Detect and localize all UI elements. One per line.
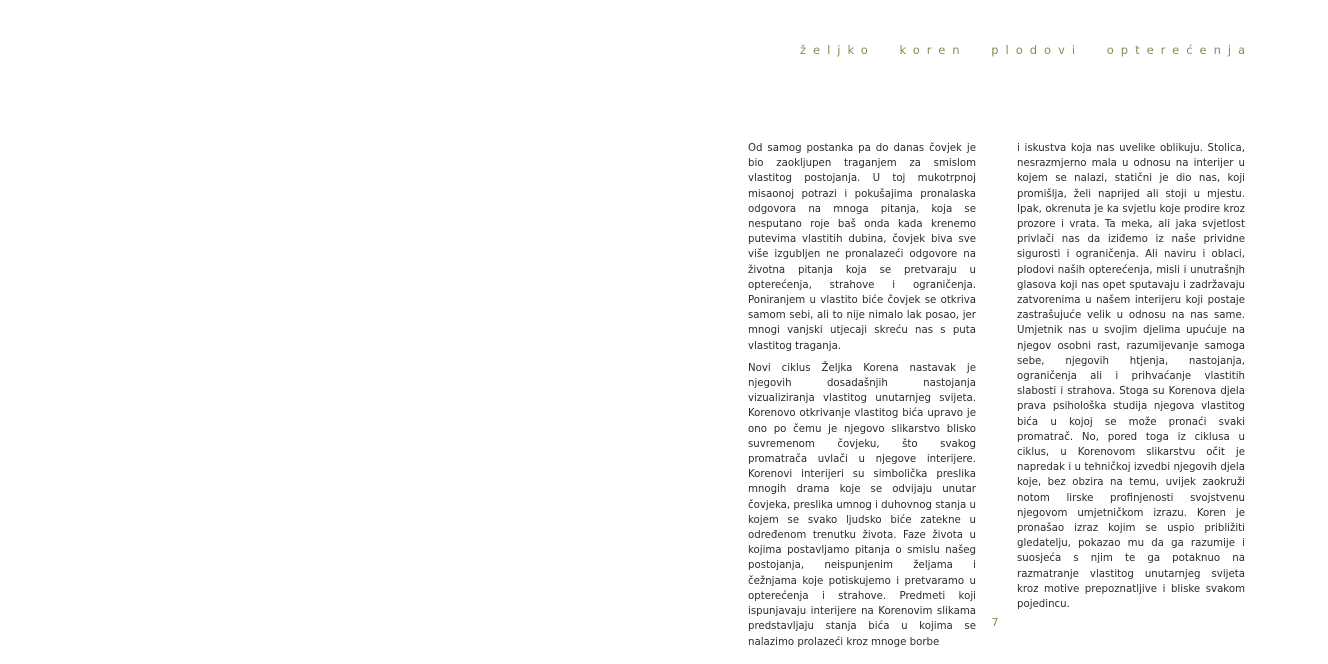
body-paragraph: i iskustva koja nas uvelike oblikuju. Stolica, nesrazmjerno mala u odnosu na interijer u kojem se nalazi, statični je dio nas, koji promišlja, želi naprijed ali stoji u mjestu. Ipak, okrenuta je ka svjetlu koje prodire kroz prozore i vrata. Ta meka, ali jaka svjetlost privlači nas da iziđemo iz naše prividne sigurosti i ograničenja. Ali naviru i oblaci, plodovi naših opterećenja, misli i unutrašnjh glasova koji nas opet sputavaju i zadržavaju zatvorenima u našem interijeru koji postaje zastrašujuće velik u odnosu na nas same. Umjetnik nas u svojim djelima upućuje na njegov osobni rast, razumijevanje samoga sebe, njegovih htjenja, nastojanja, ograničenja ali i prihvaćanje vlastitih slabosti i strahova. Stoga su Korenova djela prava psihološka studija njegova vlastitog bića u kojoj se može pronaći svaki promatrač. No, pored toga iz ciklusa u ciklus, u Korenovom slikarstvu očit je napredak i u tehničkoj izvedbi njegovih djela koje, bez obzira na temu, uvijek zaokruži notom lirske profinjenosti svojstvenu njegovom umjetničkom izrazu. Koren je pronašao izraz kojim se uspio približiti gledatelju, pokazao mu da ga razumije i suosjeća s njim te ga potaknuo na razmatranje vlastitog unutarnjeg svijeta kroz motive prepoznatljive i bliske svakom pojedincu. — [1017, 143, 1245, 611]
text-column-right — [1017, 141, 1245, 619]
text-column-left — [748, 141, 976, 657]
running-header: željko koren plodovi opterećenja — [800, 43, 1253, 57]
body-paragraph: Novi ciklus Željka Korena nastavak je njegovih dosadašnjih nastojanja vizualiziranja vlastitog unutarnjeg svijeta. Korenovo otkrivanje vlastitog bića upravo je ono po čemu je njegovo slikarstvo blisko suvremenom čovjeku, što svakog promatrača uvlači u njegove interijere. Korenovi interijeri su simbolička preslika mnogih drama koje se odvijaju unutar čovjeka, preslika umnog i duhovnog stanja u kojem se svako ljudsko biće zatekne u određenom trenutku života. Faze života u kojima postavljamo pitanja o smislu našeg postojanja, neispunjenim željama i čežnjama koje potiskujemo i pretvaramo u opterećenja i strahove. Predmeti koji ispunjavaju interijere na Korenovim slikama predstavljaju stanja bića u kojima se nalazimo prolazeći kroz mnoge borbe — [748, 362, 976, 648]
body-paragraph: Od samog postanka pa do danas čovjek je bio zaokljupen traganjem za smislom vlastitog postojanja. U toj mukotrpnoj misaonoj potrazi i pokušajima pronalaska odgovora na mnoga pitanja, koja se nesputano roje baš onda kada krenemo putevima vlastitih dubina, čovjek biva sve više izgubljen ne pronalazeći odgovore na životna pitanja koja se pretvaraju u opterećenja, strahove i ograničenja. Poniranjem u vlastito biće čovjek se otkriva samom sebi, ali to nije nimalo lak posao, jer mnogi vanjski utjecaji skreću nas s puta vlastitog traganja. — [748, 143, 976, 352]
page-number: 7 — [991, 616, 999, 629]
